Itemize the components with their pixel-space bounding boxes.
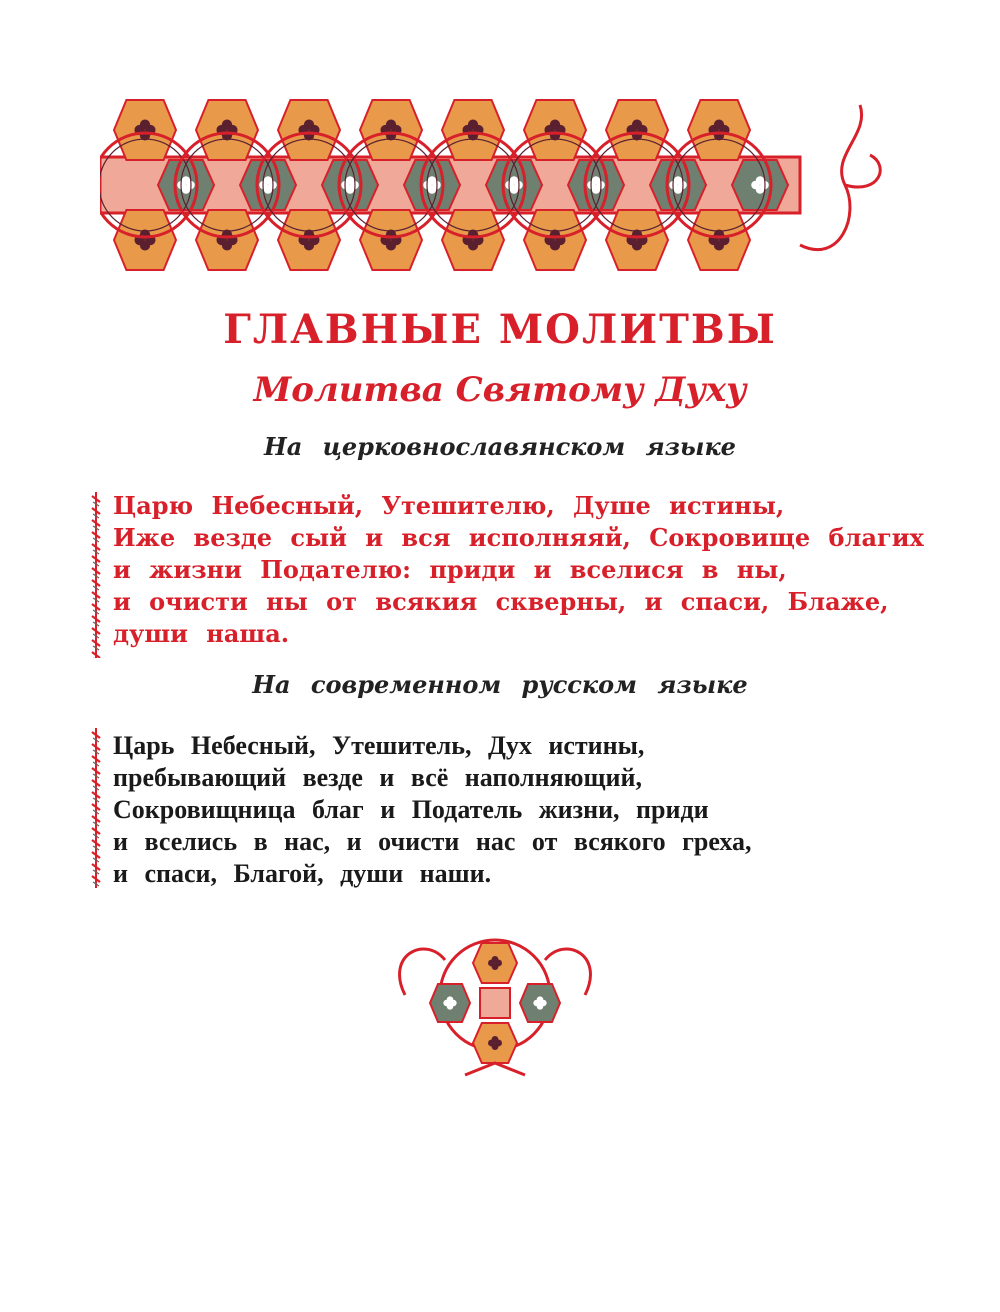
prayer-line: Царь Небесный, Утешитель, Дух истины, <box>113 731 645 760</box>
modern-russian-heading: На современном русском языке <box>252 670 748 699</box>
prayer-title: Молитва Святому Духу <box>253 370 747 410</box>
decorative-border-left <box>91 728 101 888</box>
prayer-line: и жизни Подателю: приди и вселися в ны, <box>113 555 787 584</box>
prayer-line: пребывающий везде и всё наполняющий, <box>113 763 642 792</box>
modern-russian-prayer <box>113 730 873 890</box>
page-title: ГЛАВНЫЕ МОЛИТВЫ <box>223 306 777 353</box>
prayer-line: и вселись в нас, и очисти нас от всякого греха, <box>113 827 752 856</box>
church-slavonic-heading: На церковнославянском языке <box>264 432 736 461</box>
prayer-line: души наша. <box>113 619 290 648</box>
prayer-line: Сокровищница благ и Податель жизни, приди <box>113 795 709 824</box>
top-ornament-band <box>100 95 890 275</box>
church-slavonic-prayer <box>113 490 924 650</box>
prayer-line: Царю Небесный, Утешителю, Душе истины, <box>113 491 785 520</box>
prayer-line: и спаси, Благой, души наши. <box>113 859 492 888</box>
prayer-line: и очисти ны от всякия скверны, и спаси, Блаже, <box>113 587 889 616</box>
decorative-border-left <box>91 492 101 658</box>
bottom-ornament <box>385 935 605 1080</box>
prayer-line: Иже везде сый и вся исполняяй, Сокровище благих <box>113 523 924 552</box>
